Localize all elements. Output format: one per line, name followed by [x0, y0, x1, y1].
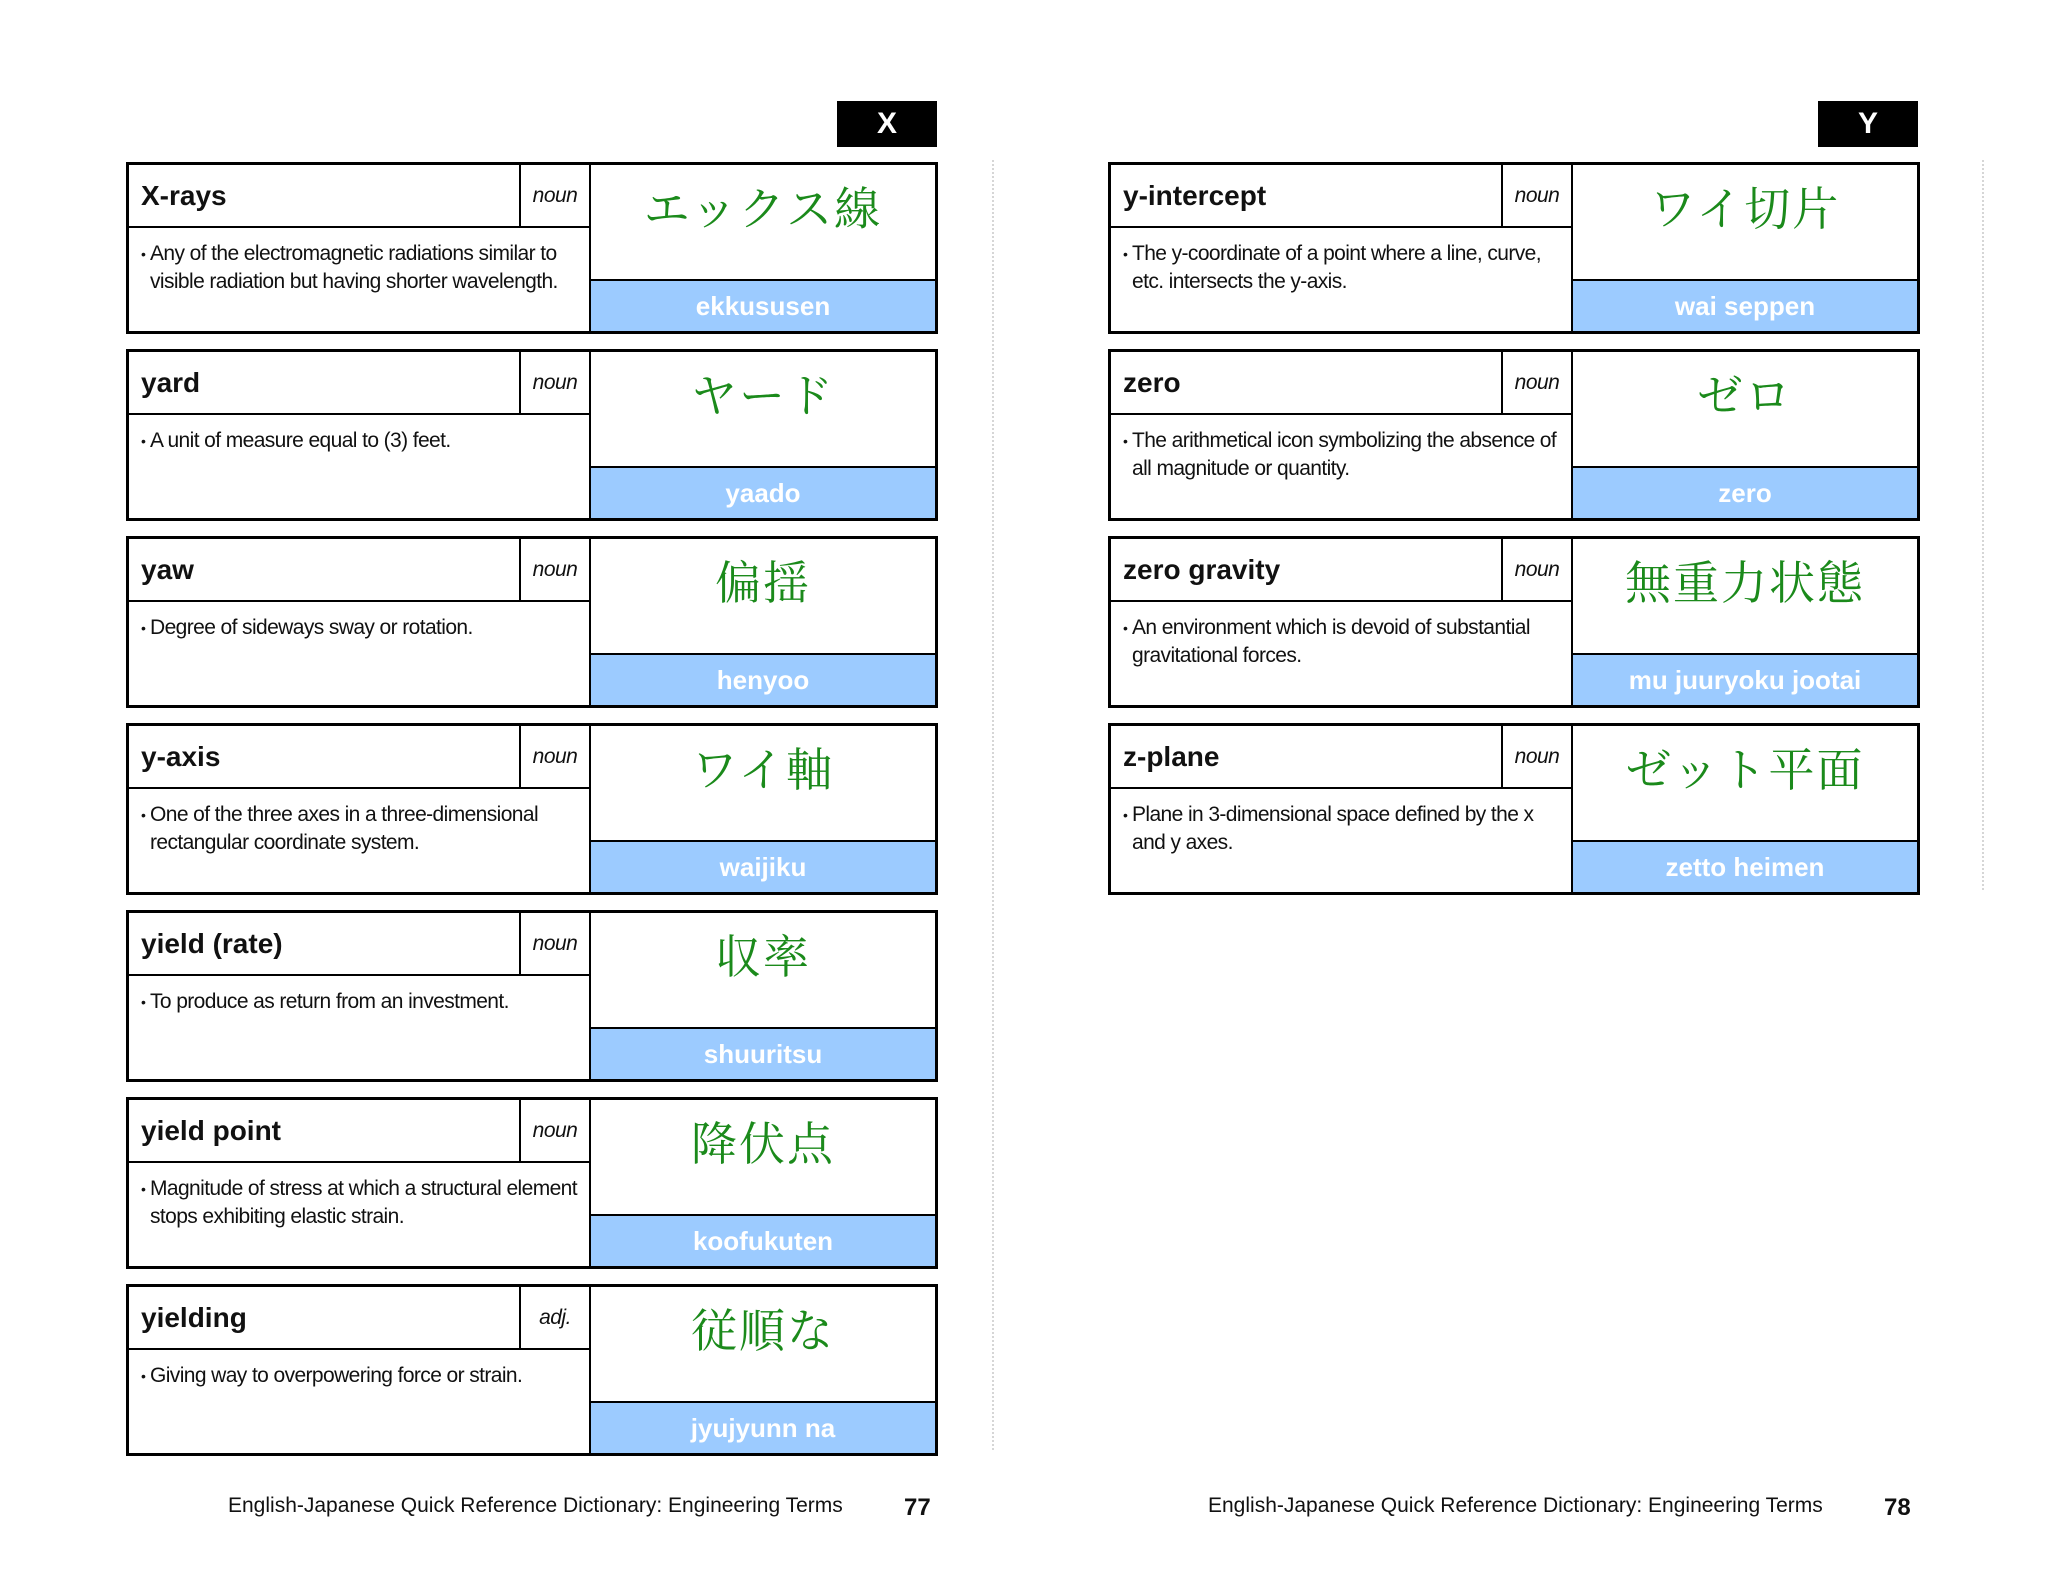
part-of-speech: noun	[1501, 539, 1571, 600]
dictionary-entry	[1108, 536, 1920, 708]
part-of-speech: noun	[1501, 165, 1571, 226]
entry-definition: • One of the three axes in a three-dimensional rectangular coordinate system.	[141, 803, 539, 854]
footer-title: English-Japanese Quick Reference Dictionary: Engineering Terms	[228, 1494, 843, 1517]
part-of-speech: noun	[519, 165, 589, 226]
romaji-reading: zetto heimen	[1573, 842, 1917, 892]
romaji-reading: zero	[1573, 468, 1917, 518]
japanese-term: エックス線	[591, 165, 935, 281]
dictionary-entry	[126, 910, 938, 1082]
dictionary-entry	[1108, 162, 1920, 334]
romaji-reading: shuuritsu	[591, 1029, 935, 1079]
japanese-term: ゼロ	[1573, 352, 1917, 468]
entry-definition: • Degree of sideways sway or rotation.	[141, 616, 473, 639]
part-of-speech: noun	[1501, 352, 1571, 413]
letter-tab: Y	[1818, 101, 1918, 147]
romaji-reading: koofukuten	[591, 1216, 935, 1266]
part-of-speech: noun	[519, 352, 589, 413]
dictionary-entry	[1108, 723, 1920, 895]
dictionary-entry	[126, 162, 938, 334]
entry-term: yield (rate)	[141, 927, 283, 959]
entry-definition: • The arithmetical icon symbolizing the absence of all magnitude or quantity.	[1123, 429, 1557, 480]
part-of-speech: noun	[519, 726, 589, 787]
japanese-term: 無重力状態	[1573, 539, 1917, 655]
part-of-speech: noun	[519, 913, 589, 974]
japanese-term: ワイ軸	[591, 726, 935, 842]
entry-definition: • To produce as return from an investment.	[141, 990, 509, 1013]
page-number: 77	[904, 1494, 931, 1521]
page-divider	[1982, 160, 1984, 890]
romaji-reading: mu juuryoku jootai	[1573, 655, 1917, 705]
footer-title: English-Japanese Quick Reference Dictionary: Engineering Terms	[1208, 1494, 1823, 1517]
romaji-reading: jyujyunn na	[591, 1403, 935, 1453]
japanese-term: 収率	[591, 913, 935, 1029]
romaji-reading: henyoo	[591, 655, 935, 705]
japanese-term: ヤード	[591, 352, 935, 468]
entry-list	[1108, 162, 1920, 910]
page-left	[0, 0, 1000, 1582]
page-right	[1000, 0, 2048, 1582]
entry-term: y-axis	[141, 740, 221, 772]
entry-term: zero gravity	[1123, 553, 1281, 585]
entry-definition: • Magnitude of stress at which a structural element stops exhibiting elastic strain.	[141, 1177, 577, 1228]
part-of-speech: adj.	[519, 1287, 589, 1348]
dictionary-entry	[126, 1284, 938, 1456]
entry-definition: • Any of the electromagnetic radiations similar to visible radiation but having shorter wavelength.	[141, 242, 558, 293]
entry-term: y-intercept	[1123, 179, 1267, 211]
dictionary-entry	[1108, 349, 1920, 521]
entry-term: yielding	[141, 1301, 247, 1333]
entry-term: yield point	[141, 1114, 281, 1146]
part-of-speech: noun	[1501, 726, 1571, 787]
entry-term: yaw	[141, 553, 194, 585]
part-of-speech: noun	[519, 539, 589, 600]
entry-definition: • A unit of measure equal to (3) feet.	[141, 429, 451, 452]
romaji-reading: waijiku	[591, 842, 935, 892]
entry-definition: • Giving way to overpowering force or strain.	[141, 1364, 523, 1387]
part-of-speech: noun	[519, 1100, 589, 1161]
japanese-term: 従順な	[591, 1287, 935, 1403]
letter-tab: X	[837, 101, 937, 147]
entry-definition: • The y-coordinate of a point where a line, curve, etc. intersects the y-axis.	[1123, 242, 1541, 293]
japanese-term: 降伏点	[591, 1100, 935, 1216]
entry-definition: • An environment which is devoid of substantial gravitational forces.	[1123, 616, 1530, 667]
entry-term: X-rays	[141, 179, 227, 211]
dictionary-entry	[126, 723, 938, 895]
dictionary-entry	[126, 349, 938, 521]
japanese-term: ワイ切片	[1573, 165, 1917, 281]
dictionary-entry	[126, 536, 938, 708]
entry-list	[126, 162, 938, 1471]
entry-term: z-plane	[1123, 740, 1220, 772]
entry-definition: • Plane in 3-dimensional space defined by the x and y axes.	[1123, 803, 1534, 854]
dictionary-entry	[126, 1097, 938, 1269]
japanese-term: 偏揺	[591, 539, 935, 655]
romaji-reading: ekkususen	[591, 281, 935, 331]
romaji-reading: yaado	[591, 468, 935, 518]
romaji-reading: wai seppen	[1573, 281, 1917, 331]
entry-term: yard	[141, 366, 201, 398]
page-divider	[992, 160, 994, 1450]
entry-term: zero	[1123, 366, 1181, 398]
page-number: 78	[1884, 1494, 1911, 1521]
japanese-term: ゼット平面	[1573, 726, 1917, 842]
